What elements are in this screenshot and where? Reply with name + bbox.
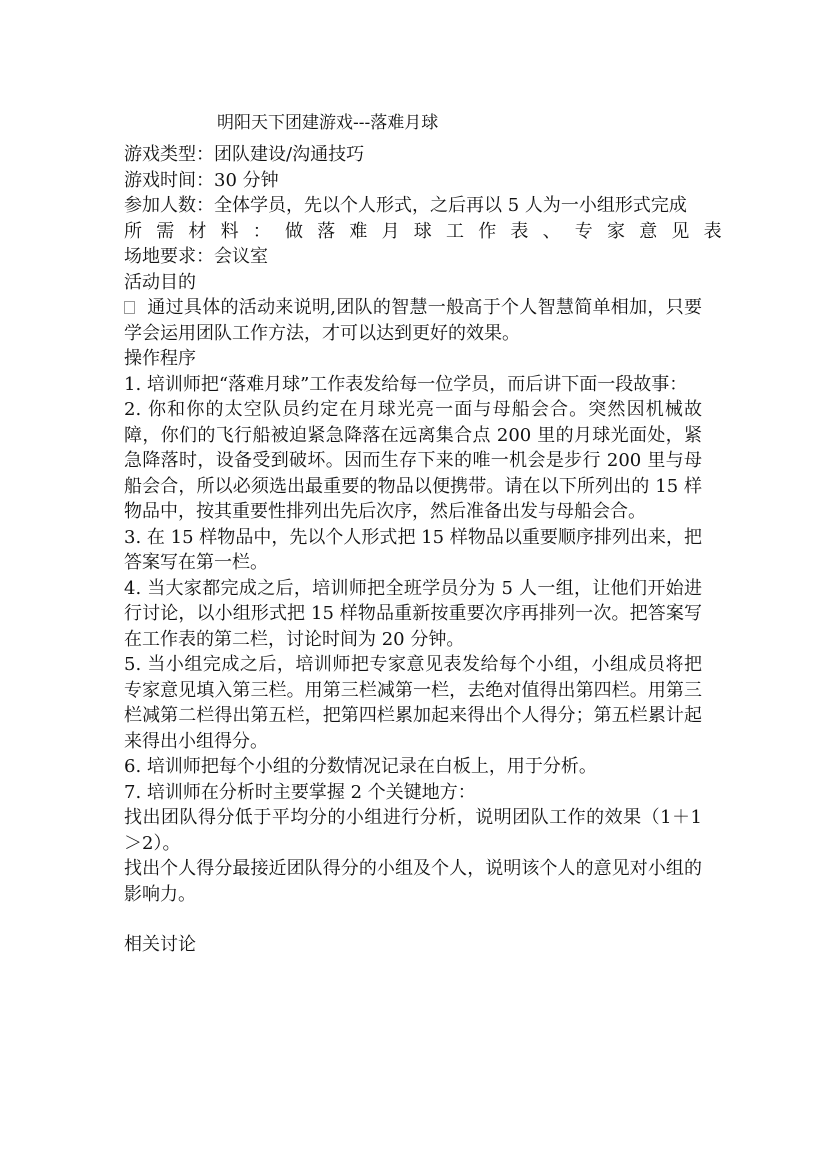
step-4: 4. 当大家都完成之后，培训师把全班学员分为 5 人一组，让他们开始进行讨论，以小组形式把 15 样物品重新按重要次序再排列一次。把答案写在工作表的第二栏，讨论时间为 20 分钟。 — [124, 577, 702, 650]
materials-line: 所需材料：做落难月球工作表、专家意见表 — [124, 220, 736, 242]
venue-line: 场地要求：会议室 — [124, 246, 268, 267]
step-3: 3. 在 15 样物品中，先以个人形式把 15 样物品以重要顺序排列出来，把答案写在第一栏。 — [124, 526, 702, 573]
purpose-text: 通过具体的活动来说明,团队的智慧一般高于个人智慧简单相加，只要学会运用团队工作方法，才可以达到更好的效果。 — [124, 297, 702, 344]
purpose-heading: 活动目的 — [124, 271, 196, 293]
purpose-paragraph — [124, 295, 702, 346]
document-title: 明阳天下团建游戏---落难月球 — [217, 113, 439, 133]
game-type-line: 游戏类型：团队建设/沟通技巧 — [124, 144, 365, 165]
bullet-box-icon — [124, 301, 135, 314]
step-7: 7. 培训师在分析时主要掌握 2 个关键地方： — [124, 781, 476, 803]
procedure-heading: 操作程序 — [124, 348, 196, 369]
discussion-heading: 相关讨论 — [124, 934, 196, 955]
analysis-point-1: 找出团队得分低于平均分的小组进行分析，说明团队工作的效果（1＋1＞2）。 — [124, 807, 702, 854]
step-6: 6. 培训师把每个小组的分数情况记录在白板上，用于分析。 — [124, 756, 597, 777]
blank-line — [124, 907, 702, 932]
step-5: 5. 当小组完成之后，培训师把专家意见表发给每个小组，小组成员将把专家意见填入第三栏。用第三栏减第一栏，去绝对值得出第四栏。用第三栏减第二栏得出第五栏，把第四栏累加起来得出个人得分；第五栏累计起来得出小组得分。 — [124, 654, 702, 752]
game-time-line: 游戏时间：30 分钟 — [124, 169, 279, 191]
analysis-point-2: 找出个人得分最接近团队得分的小组及个人，说明该个人的意见对小组的影响力。 — [124, 858, 702, 905]
participants-line: 参加人数：全体学员，先以个人形式，之后再以 5 人为一小组形式完成 — [124, 195, 687, 216]
step-2: 2. 你和你的太空队员约定在月球光亮一面与母船会合。突然因机械故障，你们的飞行船被迫紧急降落在远离集合点 200 里的月球光面处，紧急降落时，设备受到破坏。因而生存下来的唯一机会是步行 200 里与母船会合，所以必须选出最重要的物品以便携带。请在以下所列出的 15 样物品中，按其重要性排列出先后次序，然后准备出发与母船会合。 — [124, 399, 702, 522]
document-page — [124, 110, 736, 958]
step-1: 1. 培训师把“落难月球”工作表发给每一位学员，而后讲下面一段故事： — [124, 373, 688, 395]
